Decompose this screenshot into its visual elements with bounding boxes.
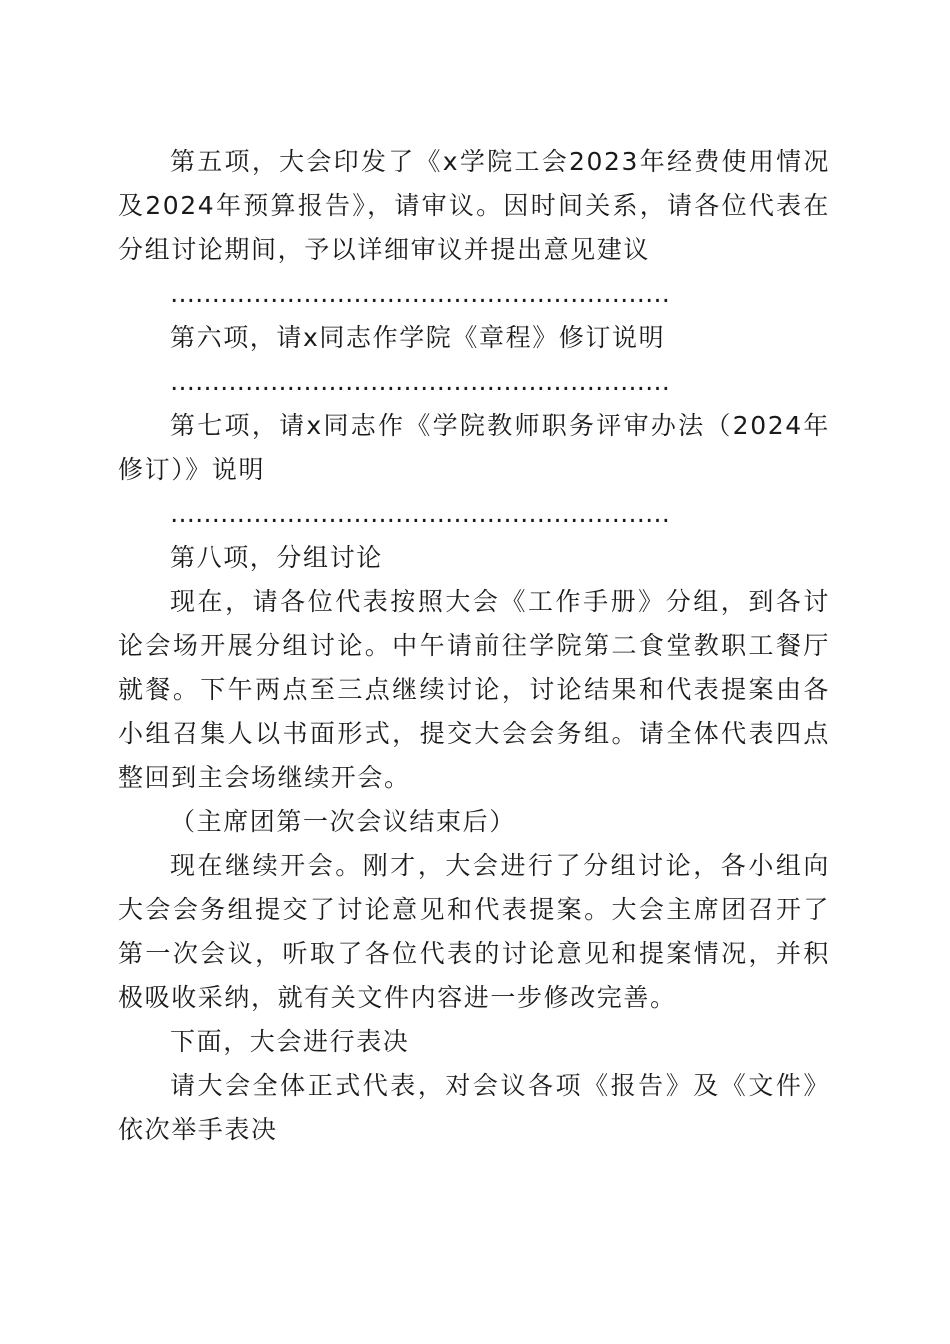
document-body — [118, 140, 830, 1152]
vote-intro-paragraph: 下面，大会进行表决 — [170, 1027, 410, 1056]
ellipsis-separator: …………………………………………………… — [170, 367, 670, 396]
resume-meeting-paragraph: 现在继续开会。刚才，大会进行了分组讨论，各小组向大会会务组提交了讨论意见和代表提案。大会主席团召开了第一次会议，听取了各位代表的讨论意见和提案情况，并积极吸收采纳，就有关文件内容进一步修改完善。 — [118, 851, 830, 1012]
agenda-item-8: 第八项，分组讨论 — [170, 543, 383, 572]
ellipsis-separator: …………………………………………………… — [170, 279, 670, 308]
vote-instruction-paragraph: 请大会全体正式代表，对会议各项《报告》及《文件》依次举手表决 — [118, 1071, 830, 1144]
ellipsis-separator: …………………………………………………… — [170, 499, 670, 528]
agenda-item-6: 第六项，请x同志作学院《章程》修订说明 — [170, 323, 666, 352]
stage-note: （主席团第一次会议结束后） — [170, 807, 516, 836]
group-discussion-paragraph: 现在，请各位代表按照大会《工作手册》分组，到各讨论会场开展分组讨论。中午请前往学院第二食堂教职工餐厅就餐。下午两点至三点继续讨论，讨论结果和代表提案由各小组召集人以书面形式，提交大会会务组。请全体代表四点整回到主会场继续开会。 — [118, 587, 830, 792]
agenda-item-5: 第五项，大会印发了《x学院工会2023年经费使用情况及2024年预算报告》，请审议。因时间关系，请各位代表在分组讨论期间，予以详细审议并提出意见建议 — [118, 147, 830, 264]
agenda-item-7: 第七项，请x同志作《学院教师职务评审办法（2024年修订）》说明 — [118, 411, 830, 484]
